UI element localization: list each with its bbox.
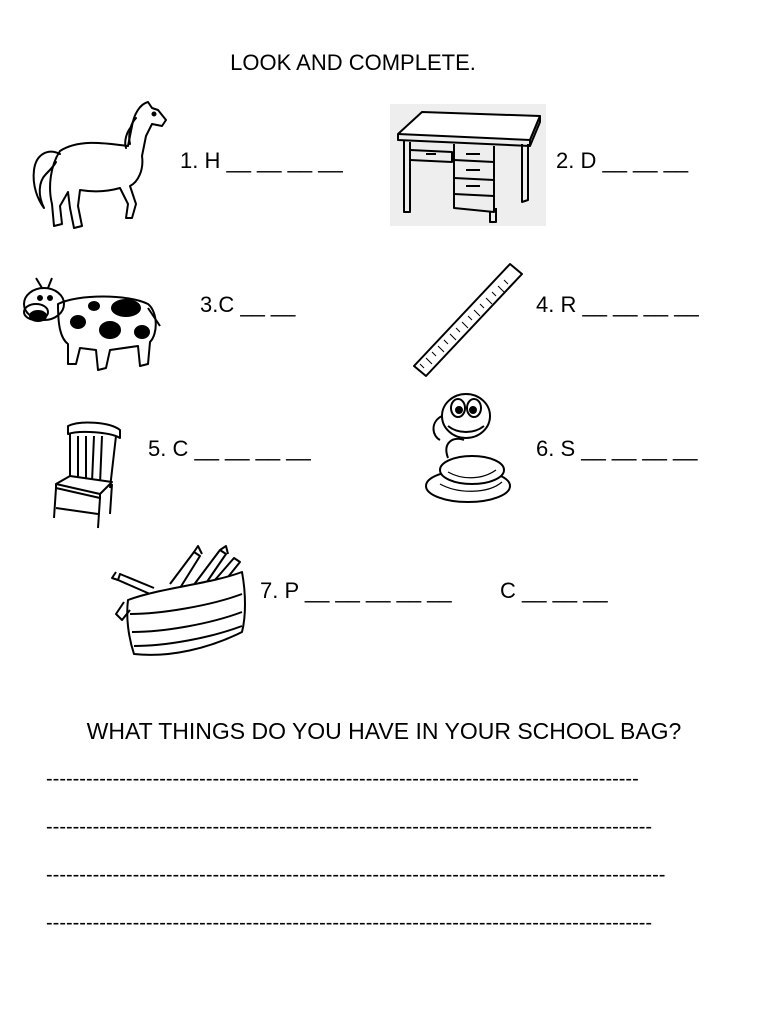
item-label-desk: 2. D __ __ __ — [556, 148, 689, 173]
answer-line-2[interactable]: ------------------------------------------------------------------------------------------- — [46, 816, 653, 838]
page-title: LOOK AND COMPLETE. — [230, 50, 476, 75]
chair-icon — [50, 418, 126, 530]
item-label-pencil: 7. P __ __ __ __ __ — [260, 578, 452, 603]
item-label-ruler: 4. R __ __ __ __ — [536, 292, 699, 317]
answer-line-4[interactable]: ------------------------------------------------------------------------------------------- — [46, 912, 653, 934]
horse-icon — [20, 96, 172, 236]
item-label-cow: 3.C __ __ — [200, 292, 296, 317]
answer-line-1[interactable]: ----------------------------------------------------------------------------------------- — [46, 768, 639, 790]
item-label-snake: 6. S __ __ __ __ — [536, 436, 698, 461]
ruler-icon — [410, 258, 528, 380]
item-label-chair: 5. C __ __ __ __ — [148, 436, 311, 461]
cow-icon — [18, 264, 164, 380]
item-label-case: C __ __ __ — [500, 578, 608, 603]
snake-icon — [418, 386, 516, 508]
item-label-horse: 1. H __ __ __ __ — [180, 148, 343, 173]
answer-line-3[interactable]: --------------------------------------------------------------------------------------------- — [46, 864, 666, 886]
question-heading: WHAT THINGS DO YOU HAVE IN YOUR SCHOOL BAG? — [86, 718, 682, 744]
pencil-case-icon — [110, 544, 252, 662]
desk-icon — [390, 104, 546, 226]
